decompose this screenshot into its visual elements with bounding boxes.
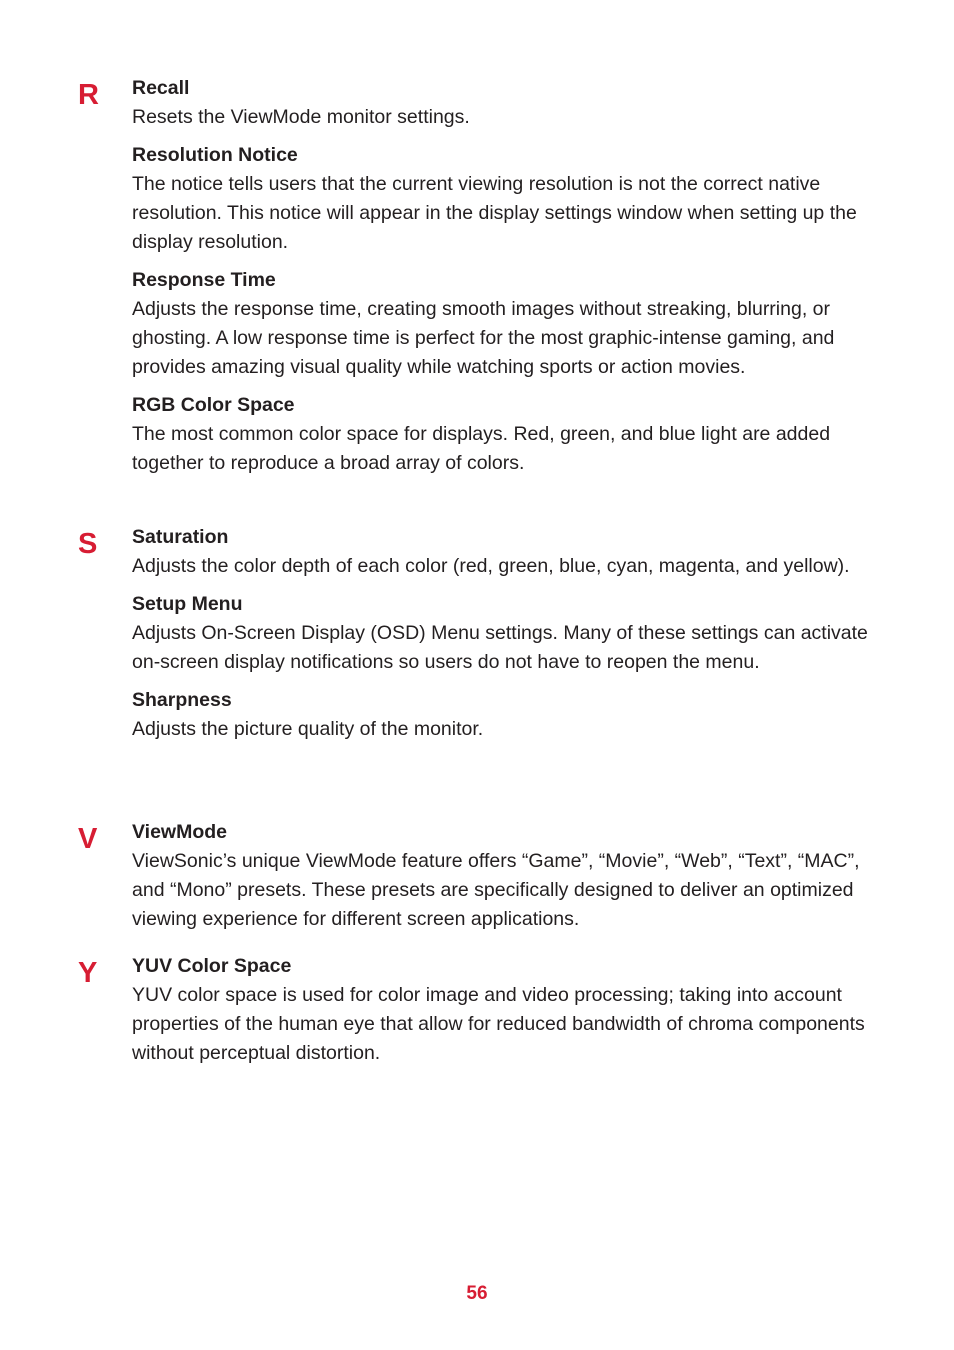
section-entries: [132, 74, 877, 487]
section-entries: [132, 523, 877, 753]
glossary-entry: [132, 391, 877, 478]
section-letter: V: [78, 823, 98, 855]
glossary-entry: [132, 686, 877, 744]
glossary-definition: Adjusts On-Screen Display (OSD) Menu settings. Many of these settings can activate on-screen display notifications so users do not have to reopen the menu.: [132, 622, 868, 673]
glossary-term: Sharpness: [132, 689, 232, 711]
section-letter: Y: [78, 957, 98, 989]
glossary-definition: The most common color space for displays. Red, green, and blue light are added together to reproduce a broad array of colors.: [132, 423, 831, 474]
glossary-term: Resolution Notice: [132, 144, 298, 166]
glossary-term: ViewMode: [132, 821, 227, 843]
glossary-term: YUV Color Space: [132, 955, 292, 977]
glossary-definition: ViewSonic’s unique ViewMode feature offers “Game”, “Movie”, “Web”, “Text”, “MAC”, and “Mono” presets. These presets are specifically designed to deliver an optimized viewing experience for different screen applications.: [132, 850, 860, 930]
glossary-entry: [132, 818, 877, 934]
glossary-entry: [132, 523, 877, 581]
glossary-definition: Adjusts the picture quality of the monitor.: [132, 718, 484, 740]
glossary-entry: [132, 74, 877, 132]
section-entries: [132, 952, 877, 1077]
glossary-term: Saturation: [132, 526, 229, 548]
glossary-term: RGB Color Space: [132, 394, 295, 416]
page-number: 56: [466, 1283, 488, 1304]
glossary-definition: Adjusts the color depth of each color (red, green, blue, cyan, magenta, and yellow).: [132, 555, 850, 577]
section-letter: R: [78, 79, 99, 111]
glossary-term: Setup Menu: [132, 593, 243, 615]
glossary-definition: Resets the ViewMode monitor settings.: [132, 106, 470, 128]
glossary-definition: The notice tells users that the current viewing resolution is not the correct native resolution. This notice will appear in the display settings window when setting up the display resolution.: [132, 173, 857, 253]
glossary-entry: [132, 141, 877, 257]
glossary-term: Response Time: [132, 269, 276, 291]
glossary-definition: YUV color space is used for color image and video processing; taking into account properties of the human eye that allow for reduced bandwidth of chroma components without perceptual distortion.: [132, 984, 865, 1064]
glossary-entry: [132, 590, 877, 677]
glossary-term: Recall: [132, 77, 190, 99]
section-entries: [132, 818, 877, 943]
glossary-definition: Adjusts the response time, creating smooth images without streaking, blurring, or ghosting. A low response time is perfect for the most graphic-intense gaming, and provides amazing visual quality while watching sports or action movies.: [132, 298, 835, 378]
section-letter: S: [78, 528, 98, 560]
glossary-entry: [132, 952, 877, 1068]
glossary-entry: [132, 266, 877, 382]
